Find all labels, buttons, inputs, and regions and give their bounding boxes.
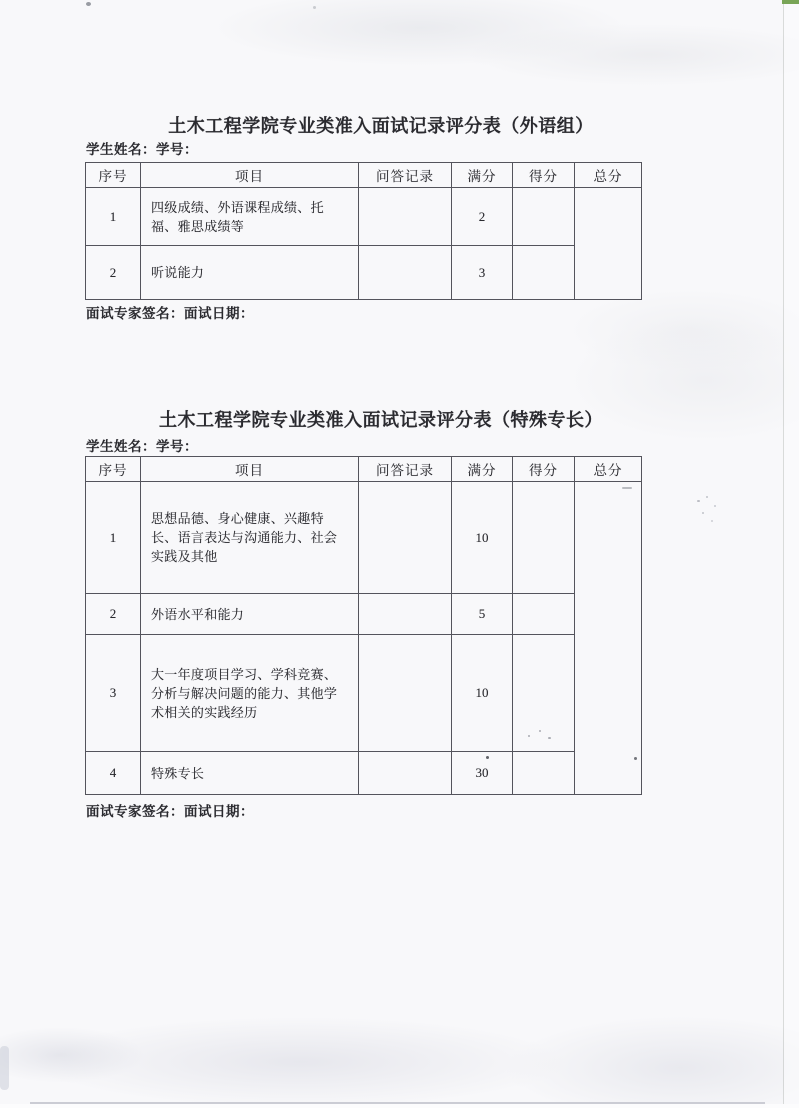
table-row [86, 246, 642, 300]
form2-row1-qa-record-cell [359, 482, 452, 594]
form2-col-header-seq: 序号 [86, 457, 141, 482]
form2-row4-qa-record-cell [359, 752, 452, 795]
form2-row4-max-score: 30 [452, 752, 513, 795]
form1-row2-seq: 2 [86, 246, 141, 300]
form2-row3-score-cell [513, 635, 575, 752]
form2-col-header-qa-record: 问答记录 [359, 457, 452, 482]
form1-col-header-total: 总分 [575, 163, 642, 188]
form1-row2-qa-record-cell [359, 246, 452, 300]
form2-row2-seq: 2 [86, 594, 141, 635]
form1-col-header-max-score: 满分 [452, 163, 513, 188]
form1-title: 土木工程学院专业类准入面试记录评分表（外语组） [168, 116, 594, 136]
form2-row2-max-score: 5 [452, 594, 513, 635]
form1-col-header-seq: 序号 [86, 163, 141, 188]
form1-col-header-item: 项目 [141, 163, 359, 188]
scan-page-right-margin [784, 0, 799, 1108]
form1-row1-item: 四级成绩、外语课程成绩、托福、雅思成绩等 [141, 188, 359, 246]
form1-score-table [85, 162, 642, 300]
form2-col-header-item: 项目 [141, 457, 359, 482]
form2-row3-item: 大一年度项目学习、学科竞赛、分析与解决问题的能力、其他学术相关的实践经历 [141, 635, 359, 752]
table-row [86, 594, 642, 635]
form2-row2-qa-record-cell [359, 594, 452, 635]
scan-smudge [0, 1046, 9, 1090]
form2-row3-max-score: 10 [452, 635, 513, 752]
scan-speck [313, 6, 316, 9]
form2-header-row [86, 457, 642, 482]
form2-score-table [85, 456, 642, 795]
form1-student-info-line: 学生姓名：学号： [86, 142, 198, 157]
form2-total-cell [575, 482, 642, 795]
form2-row4-score-cell [513, 752, 575, 795]
form2-col-header-total: 总分 [575, 457, 642, 482]
scan-speck [706, 496, 708, 498]
form1-header-row [86, 163, 642, 188]
form1-row2-max-score: 3 [452, 246, 513, 300]
form2-row3-qa-record-cell [359, 635, 452, 752]
form2-row1-item: 思想品德、身心健康、兴趣特长、语言表达与沟通能力、社会实践及其他 [141, 482, 359, 594]
form2-row4-seq: 4 [86, 752, 141, 795]
form2-signature-date-line: 面试专家签名：面试日期： [86, 804, 254, 819]
scan-speck [711, 520, 713, 522]
table-row [86, 482, 642, 594]
scan-green-edge-strip [782, 0, 799, 4]
scan-speck [697, 500, 700, 502]
scan-speck [714, 505, 716, 507]
table-row [86, 188, 642, 246]
form1-row2-item: 听说能力 [141, 246, 359, 300]
form2-row2-item: 外语水平和能力 [141, 594, 359, 635]
scan-page-edge-line [783, 0, 784, 1108]
table-row [86, 635, 642, 752]
scan-speck [86, 2, 91, 6]
scan-bottom-margin [0, 1104, 799, 1108]
scan-page-bottom-edge [30, 1102, 765, 1104]
form2-col-header-score: 得分 [513, 457, 575, 482]
form1-total-cell [575, 188, 642, 300]
form2-col-header-max-score: 满分 [452, 457, 513, 482]
form1-row1-score-cell [513, 188, 575, 246]
form2-student-info-line: 学生姓名：学号： [86, 439, 198, 454]
table-row [86, 752, 642, 795]
form2-row3-seq: 3 [86, 635, 141, 752]
form1-row1-qa-record-cell [359, 188, 452, 246]
form2-row2-score-cell [513, 594, 575, 635]
form1-col-header-score: 得分 [513, 163, 575, 188]
form2-row1-seq: 1 [86, 482, 141, 594]
form1-signature-date-line: 面试专家签名：面试日期： [86, 306, 254, 321]
form1-row1-seq: 1 [86, 188, 141, 246]
form1-row2-score-cell [513, 246, 575, 300]
form2-row4-item: 特殊专长 [141, 752, 359, 795]
form2-row1-score-cell [513, 482, 575, 594]
scan-speck [702, 512, 704, 514]
form2-row1-max-score: 10 [452, 482, 513, 594]
form1-col-header-qa-record: 问答记录 [359, 163, 452, 188]
form2-title: 土木工程学院专业类准入面试记录评分表（特殊专长） [159, 410, 603, 430]
form1-row1-max-score: 2 [452, 188, 513, 246]
